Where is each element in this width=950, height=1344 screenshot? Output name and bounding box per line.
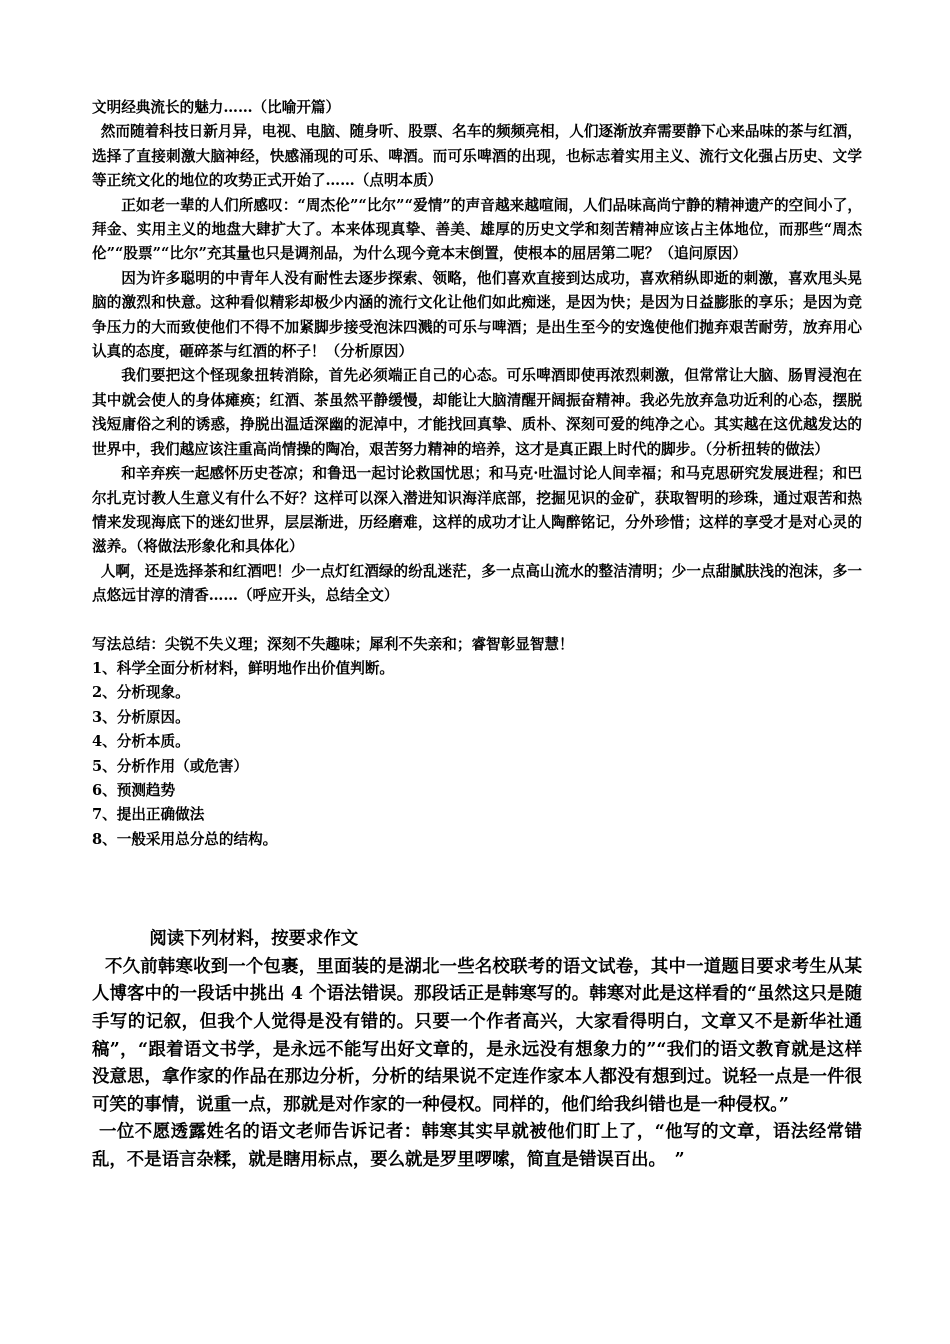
summary-item: 1、科学全面分析材料，鲜明地作出价值判断。 — [92, 659, 395, 677]
summary-item: 7、提出正确做法 — [92, 806, 205, 824]
essay-paragraph: 文明经典流长的魅力……（比喻开篇） — [92, 99, 341, 116]
summary-item: 8、一般采用总分总的结构。 — [92, 830, 278, 848]
essay-paragraph: 人啊，还是选择茶和红酒吧！少一点灯红酒绿的纷乱迷茫，多一点高山流水的整洁清明；少一点甜腻肤浅的泡沫，多一点悠远甘淳的清香……（呼应开头，总结全文） — [92, 562, 862, 605]
document-page — [92, 96, 862, 1175]
summary-item: 4、分析本质。 — [92, 733, 190, 751]
writing-summary — [92, 633, 862, 853]
essay-paragraph: 正如老一辈的人们所感叹：“周杰伦”“比尔”“爱情”的声音越来越喧闹，人们品味高尚宁静的精神遗产的空间小了，拜金、实用主义的地盘大肆扩大了。本来体现真挚、善美、雄厚的历史文学和刻苦精神应该占主体地位，而那些“周杰伦”“股票”“比尔”充其量也只是调剂品，为什么现今竟本末倒置，使根本的屈居第二呢？（追问原因） — [92, 196, 862, 263]
material-title: 阅读下列材料，按要求作文 — [149, 929, 359, 950]
material-paragraph: 不久前韩寒收到一个包裹，里面装的是湖北一些名校联考的语文试卷，其中一道题目要求考生从某人博客中的一段话中挑出 4 个语法错误。那段话正是韩寒写的。韩寒对此是这样看的“虽然这只是随手写的记叙，但我个人觉得是没有错的。只要一个作者高兴，大家看得明白，文章又不是新华社通稿”，“跟着语文书学，是永远不能写出好文章的，是永远没有想象力的”“我们的语文教育就是这样没意思，拿作家的作品在那边分析，分析的结果说不定连作家本人都没有想到过。说轻一点是一件很可笑的事情，说重一点，那就是对作家的一种侵权。同样的，他们给我纠错也是一种侵权。” — [92, 956, 862, 1115]
summary-item: 3、分析原因。 — [92, 708, 190, 726]
essay-paragraph: 我们要把这个怪现象扭转消除，首先必须端正自己的心态。可乐啤酒即使再浓烈刺激，但常常让大脑、肠胃浸泡在其中就会使人的身体瘫痪；红酒、茶虽然平静缓慢，却能让大脑清醒开阔振奋精神。我必先放弃急功近利的心态，摆脱浅短庸俗之利的诱惑，挣脱出温适深幽的泥淖中，才能找回真挚、质朴、深刻可爱的纯净之心。其实越在这优越发达的世界中，我们越应该注重高尚情操的陶冶，艰苦努力精神的培养，这才是真正跟上时代的脚步。（分析扭转的做法） — [92, 367, 862, 458]
essay-paragraph: 因为许多聪明的中青年人没有耐性去逐步探索、领略，他们喜欢直接到达成功，喜欢稍纵即逝的刺激，喜欢甩头晃脑的激烈和快意。这种看似精彩却极少内涵的流行文化让他们如此痴迷，是因为快；是因为日益膨胀的享乐；是因为竞争压力的大而致使他们不得不加紧脚步接受泡沫四溅的可乐与啤酒；是出生至今的安逸使他们抛弃艰苦耐劳，放弃用心认真的态度，砸碎茶与红酒的杯子！（分析原因） — [92, 269, 862, 361]
essay-section — [92, 96, 862, 609]
summary-item: 2、分析现象。 — [92, 684, 190, 702]
summary-title: 写法总结：尖锐不失义理；深刻不失趣味；犀利不失亲和；睿智彰显智慧！ — [92, 635, 574, 653]
essay-paragraph: 然而随着科技日新月异，电视、电脑、随身听、股票、名车的频频亮相，人们逐渐放弃需要静下心来品味的茶与红酒，选择了直接刺激大脑神经，快感涌现的可乐、啤酒。而可乐啤酒的出现，也标志着实用主义、流行文化强占历史、文学等正统文化的地位的攻势正式开始了……（点明本质） — [92, 123, 862, 190]
reading-material — [92, 926, 862, 1174]
material-paragraph: 一位不愿透露姓名的语文老师告诉记者：韩寒其实早就被他们盯上了，“他写的文章，语法经常错乱，不是语言杂糅，就是瞎用标点，要么就是罗里啰嗦，简直是错误百出。 ” — [92, 1122, 862, 1170]
essay-paragraph: 和辛弃疾一起感怀历史苍凉；和鲁迅一起讨论救国忧思；和马克·吐温讨论人间幸福；和马克思研究发展进程；和巴尔扎克讨教人生意义有什么不好？这样可以深入潜进知识海洋底部，挖掘见识的金矿，获取智明的珍珠，通过艰苦和热情来发现海底下的迷幻世界，层层渐进，历经磨难，这样的成功才让人陶醉铭记，分外珍惜；这样的享受才是对心灵的滋养。（将做法形象化和具体化） — [92, 465, 862, 556]
summary-item: 6、预测趋势 — [92, 781, 176, 799]
summary-item: 5、分析作用（或危害） — [92, 757, 249, 775]
